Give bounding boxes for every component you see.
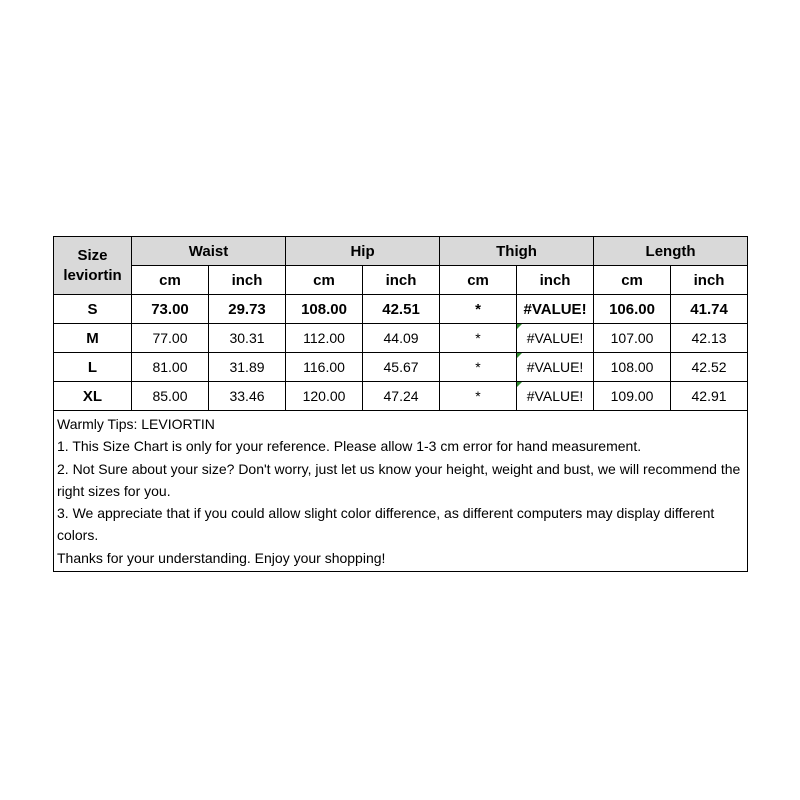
- table-cell: 81.00: [132, 353, 209, 382]
- thigh-header: Thigh: [440, 237, 594, 266]
- unit-header: cm: [286, 266, 363, 295]
- length-header: Length: [594, 237, 748, 266]
- table-row: [54, 324, 748, 353]
- table-cell: 77.00: [132, 324, 209, 353]
- table-row: [54, 382, 748, 411]
- size-corner-header: [54, 237, 132, 295]
- table-cell: 31.89: [209, 353, 286, 382]
- table-cell: 109.00: [594, 382, 671, 411]
- size-cell: S: [54, 295, 132, 324]
- table-cell: 45.67: [363, 353, 440, 382]
- unit-header: inch: [363, 266, 440, 295]
- waist-header: Waist: [132, 237, 286, 266]
- corner-size-label: Size: [77, 246, 108, 264]
- table-cell: 116.00: [286, 353, 363, 382]
- table-cell: 33.46: [209, 382, 286, 411]
- table-cell: 120.00: [286, 382, 363, 411]
- size-cell: M: [54, 324, 132, 353]
- hip-header: Hip: [286, 237, 440, 266]
- table-cell: #VALUE!: [517, 382, 594, 411]
- table-cell: 42.52: [671, 353, 748, 382]
- tips-row: [54, 411, 748, 572]
- table-cell: 30.31: [209, 324, 286, 353]
- size-chart-table: [53, 236, 748, 572]
- tips-closing: Thanks for your understanding. Enjoy your shopping!: [57, 549, 386, 566]
- size-cell: XL: [54, 382, 132, 411]
- tips-cell: [54, 411, 748, 572]
- table-cell: 42.13: [671, 324, 748, 353]
- table-cell: 47.24: [363, 382, 440, 411]
- table-row: [54, 353, 748, 382]
- table-cell: #VALUE!: [517, 295, 594, 324]
- table-cell: *: [440, 324, 517, 353]
- unit-header: cm: [594, 266, 671, 295]
- size-cell: L: [54, 353, 132, 382]
- tip-line: 2. Not Sure about your size? Don't worry, just let us know your height, weight and bust, we will recommend the right sizes for you.: [57, 460, 741, 499]
- table-cell: 42.91: [671, 382, 748, 411]
- table-cell: *: [440, 382, 517, 411]
- table-cell: 108.00: [594, 353, 671, 382]
- table-cell: 107.00: [594, 324, 671, 353]
- table-cell: 85.00: [132, 382, 209, 411]
- table-cell: 29.73: [209, 295, 286, 324]
- tips-heading: Warmly Tips: LEVIORTIN: [57, 416, 215, 432]
- table-cell: #VALUE!: [517, 353, 594, 382]
- table-cell: 106.00: [594, 295, 671, 324]
- corner-brand-label: leviortin: [63, 266, 122, 284]
- table-cell: #VALUE!: [517, 324, 594, 353]
- table-cell: 112.00: [286, 324, 363, 353]
- table-cell: *: [440, 353, 517, 382]
- tip-line: 1. This Size Chart is only for your reference. Please allow 1-3 cm error for hand measurement.: [57, 438, 642, 455]
- tip-line: 3. We appreciate that if you could allow slight color difference, as different computers may display different colors.: [57, 505, 715, 544]
- table-cell: 73.00: [132, 295, 209, 324]
- unit-header: cm: [440, 266, 517, 295]
- unit-header: inch: [671, 266, 748, 295]
- table-cell: 42.51: [363, 295, 440, 324]
- unit-header: inch: [209, 266, 286, 295]
- table-row: [54, 295, 748, 324]
- table-cell: 41.74: [671, 295, 748, 324]
- table-cell: 108.00: [286, 295, 363, 324]
- unit-header-row: [54, 266, 748, 295]
- table-cell: 44.09: [363, 324, 440, 353]
- unit-header: cm: [132, 266, 209, 295]
- table-cell: *: [440, 295, 517, 324]
- group-header-row: [54, 237, 748, 266]
- unit-header: inch: [517, 266, 594, 295]
